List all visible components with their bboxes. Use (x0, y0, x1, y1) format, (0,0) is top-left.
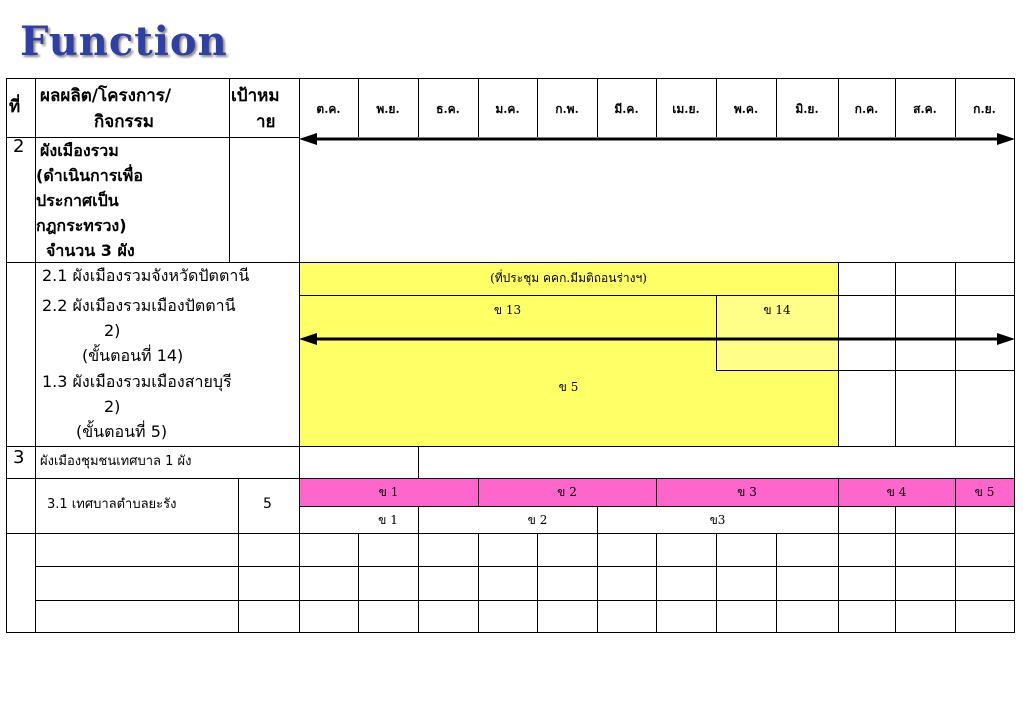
grid-line (838, 262, 839, 446)
grid-line (418, 446, 419, 478)
grid-line (776, 533, 777, 633)
grid-line (6, 533, 1014, 534)
month-header: มิ.ย. (795, 102, 819, 116)
row-number: 3 (13, 447, 25, 468)
header-output-line1: ผลผลิต/โครงการ/ (40, 86, 172, 106)
row-label: 2) (104, 397, 121, 416)
bar-label: ข 14 (763, 303, 791, 317)
grid-line (35, 446, 36, 633)
plan-label: ข 4 (886, 485, 907, 499)
grid-line (418, 506, 419, 533)
row-label: (ขั้นตอนที่ 14) (82, 346, 184, 365)
grid-line (597, 533, 598, 633)
grid-line (299, 506, 1014, 507)
row-label: ผังเมืองชุมชนเทศบาล 1 ผัง (40, 454, 192, 469)
grid-line (6, 478, 1014, 479)
row-target: 5 (263, 496, 272, 512)
month-header: ส.ค. (913, 102, 937, 116)
grid-line (838, 370, 1014, 371)
month-header: ก.พ. (555, 102, 579, 116)
grid-line (895, 506, 896, 533)
header-output-line2: กิจกรรม (94, 112, 155, 132)
month-header: เม.ย. (672, 102, 700, 116)
row-number: 2 (13, 136, 25, 157)
grid-line (895, 262, 896, 446)
bar-label: ข 5 (558, 380, 579, 394)
grid-line (716, 370, 838, 371)
header-target-line2: าย (256, 112, 276, 132)
grid-line (35, 600, 1014, 601)
row-label: (ขั้นตอนที่ 5) (76, 422, 168, 441)
row2-line: ผังเมืองรวม (40, 141, 119, 160)
grid-line (238, 478, 239, 633)
month-header: ม.ค. (495, 102, 520, 116)
grid-line (6, 446, 1014, 447)
row-label: 2.1 ผังเมืองรวมจังหวัดปัตตานี (42, 266, 250, 285)
grid-line (35, 566, 1014, 567)
grid-line (895, 533, 896, 633)
month-header: ก.ย. (973, 102, 996, 116)
month-header: ธ.ค. (436, 102, 460, 116)
month-header: ก.ค. (854, 102, 879, 116)
grid-line (358, 533, 359, 633)
grid-line (6, 262, 1014, 263)
bar-label: (ที่ประชุม คคก.มีมติถอนร่างฯ) (490, 271, 647, 285)
month-header: ต.ค. (316, 102, 341, 116)
actual-label: ข3 (709, 513, 726, 527)
plan-label: ข 2 (557, 485, 577, 499)
row-label: 2) (104, 321, 121, 340)
grid-line (229, 78, 230, 262)
bar-label: ข 13 (493, 303, 522, 317)
grid-line (299, 295, 1014, 296)
plan-label: ข 5 (974, 485, 995, 499)
row2-line: จำนวน 3 ผัง (46, 241, 135, 260)
plan-label: ข 1 (378, 485, 399, 499)
month-header: พ.ย. (376, 102, 400, 116)
header-no: ที่ (9, 97, 21, 117)
grid-line (716, 533, 717, 633)
row2-line: ประกาศเป็น (36, 191, 119, 210)
grid-line (35, 262, 36, 446)
header-target-line1: เป้าหม (231, 86, 280, 106)
month-header: มี.ค. (614, 102, 639, 116)
page-title: Function (20, 18, 228, 65)
row2-line: (ดำเนินการเพื่อ (36, 166, 143, 185)
grid-line (478, 533, 479, 633)
grid-line (838, 533, 839, 633)
row2-line: กฎกระทรวง) (36, 216, 127, 235)
plan-label: ข 3 (737, 485, 757, 499)
grid-line (6, 78, 7, 633)
grid-line (418, 533, 419, 633)
row-label: 3.1 เทศบาลตำบลยะรัง (47, 497, 177, 512)
grid-line (955, 262, 956, 446)
grid-line (955, 533, 956, 633)
grid-line (656, 533, 657, 633)
timeline-arrow (299, 131, 1015, 147)
grid-line (299, 78, 300, 633)
actual-label: ข 2 (527, 513, 548, 527)
row-label: 2.2 ผังเมืองรวมเมืองปัตตานี (42, 296, 236, 315)
month-header: พ.ค. (733, 102, 759, 116)
actual-label: ข 1 (378, 513, 398, 527)
timeline-arrow (299, 331, 1015, 347)
grid-line (537, 533, 538, 633)
grid-line (6, 137, 299, 138)
grid-line (1014, 78, 1015, 633)
grid-line (6, 632, 1014, 633)
row-label: 1.3 ผังเมืองรวมเมืองสายบุรี (42, 372, 232, 391)
grid-line (6, 78, 1014, 79)
